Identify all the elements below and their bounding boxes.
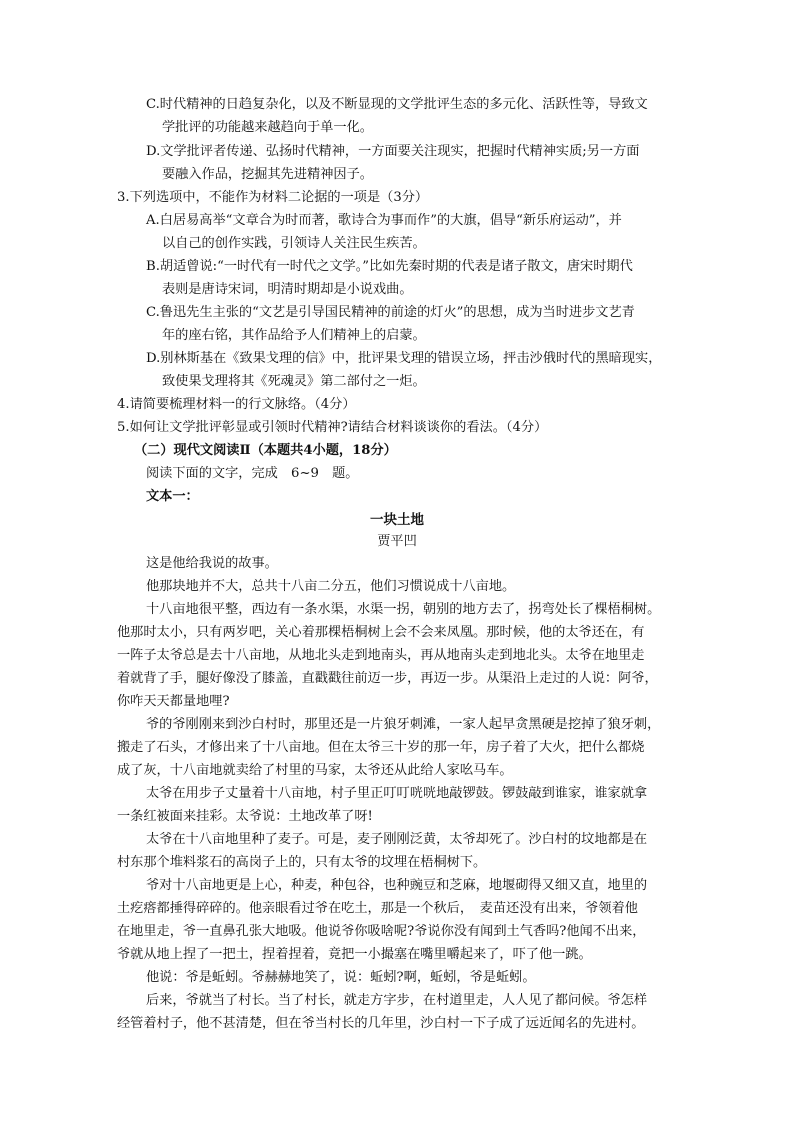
q4-stem: 4.请简要梳理材料一的行文脉络。（4分）	[117, 397, 356, 412]
story-author: 贾平凹	[377, 534, 417, 549]
q3-stem: 3.下列选项中，不能作为材料二论据的一项是（3分）	[117, 190, 429, 205]
story-line: 后来，爷就当了村长。当了村长，就走方字步，在村道里走，人人见了都问候。爷怎样	[146, 993, 648, 1008]
story-line: 他那块地并不大，总共十八亩二分五，他们习惯说成十八亩地。	[146, 579, 516, 594]
story-line: 土疙瘩都捶得碎碎的。他亲眼看过爷在吃土，那是一个秋后， 麦苗还没有出来，爷领着他	[117, 901, 638, 916]
story-line: 爷就从地上捏了一把土，捏着捏着，竟把一小撮塞在嘴里嚼起来了，吓了他一跳。	[117, 947, 592, 962]
story-line: 太爷在用步子丈量着十八亩地，村子里正叮叮咣咣地敲锣鼓。锣鼓敲到谁家，谁家就拿	[146, 786, 648, 801]
story-line: 着就背了手，腿好像没了膝盖，直戳戳往前迈一步，再迈一步。从渠沿上走过的人说：阿爷，	[117, 671, 658, 686]
q3-option-d-line1: D.别林斯基在《致果戈理的信》中，批评果戈理的错误立场，抨击沙俄时代的黑暗现实，	[146, 351, 662, 366]
story-title: 一块土地	[370, 512, 424, 528]
q3-option-b-line1: B.胡适曾说:“一时代有一时代之文学。”比如先秦时期的代表是诸子散文，唐宋时期代	[146, 259, 633, 274]
story-line: 经管着村子，他不甚清楚，但在爷当村长的几年里，沙白村一下子成了远近闻名的先进村。	[117, 1016, 645, 1031]
q2-option-c-line2: 学批评的功能越来越趋向于单一化。	[162, 120, 373, 135]
q3-option-c-line2: 年的座右铭，其作品给予人们精神上的启蒙。	[162, 328, 426, 343]
story-line: 这是他给我说的故事。	[146, 556, 278, 571]
story-line: 爷对十八亩地更是上心，种麦，种包谷，也种豌豆和芝麻，地堰砌得又细又直，地里的	[146, 878, 648, 893]
q2-option-d-line1: D.文学批评者传递、弘扬时代精神，一方面要关注现实，把握时代精神实质;另一方面	[146, 144, 640, 159]
text-label: 文本一：	[146, 489, 199, 504]
q3-option-a-line1: A.白居易高举“文章合为时而著，歌诗合为事而作”的大旗，倡导“新乐府运动”，并	[146, 213, 622, 228]
story-line: 他说：爷是蚯蚓。爷赫赫地笑了，说：蚯蚓?啊，蚯蚓，爷是蚯蚓。	[146, 970, 536, 985]
section-heading: （二）现代文阅读Ⅱ（本题共4小题，18分）	[134, 443, 397, 458]
q3-option-d-line2: 致使果戈理将其《死魂灵》第二部付之一炬。	[162, 374, 426, 389]
story-line: 一阵子太爷总是去十八亩地，从地北头走到地南头，再从地南头走到地北头。太爷在地里走	[117, 648, 645, 663]
story-line: 成了灰，十八亩地就卖给了村里的马家，太爷还从此给人家吆马车。	[117, 763, 513, 778]
story-line: 村东那个堆料浆石的高岗子上的，只有太爷的坟埋在梧桐树下。	[117, 855, 487, 870]
q3-option-c-line1: C.鲁迅先生主张的“文艺是引导国民精神的前途的灯火”的思想，成为当时进步文艺青	[146, 305, 635, 320]
story-line: 搬走了石头，才修出来了十八亩地。但在太爷三十岁的那一年，房子着了大火，把什么都烧	[117, 740, 645, 755]
story-line: 他那时太小，只有两岁吧，关心着那棵梧桐树上会不会来凤凰。那时候，他的太爷还在，有	[117, 625, 645, 640]
story-line: 太爷在十八亩地里种了麦子。可是，麦子刚刚泛黄，太爷却死了。沙白村的坟地都是在	[146, 832, 648, 847]
q5-stem: 5.如何让文学批评彰显或引领时代精神?请结合材料谈谈你的看法。（4分）	[117, 420, 548, 435]
q2-option-d-line2: 要融入作品，挖掘其先进精神因子。	[162, 167, 373, 182]
q3-option-a-line2: 以自己的创作实践，引领诗人关注民生疾苦。	[162, 236, 426, 251]
story-line: 在地里走，爷一直鼻孔张大地吸。他说爷你吸啥呢?爷说你没有闻到土气香吗?他闻不出来，	[117, 924, 646, 939]
section-instruction: 阅读下面的文字，完成 6~9 题。	[146, 466, 359, 481]
q3-option-b-line2: 表则是唐诗宋词，明清时期却是小说戏曲。	[162, 282, 413, 297]
story-line: 你咋天天都量地哩?	[117, 694, 230, 709]
story-line: 一条红被面来挂彩。太爷说：土地改革了呀!	[117, 809, 373, 824]
story-line: 十八亩地很平整，西边有一条水渠，水渠一拐，朝别的地方去了，拐弯处长了棵梧桐树。	[146, 602, 661, 617]
q2-option-c-line1: C.时代精神的日趋复杂化，以及不断显现的文学批评生态的多元化、活跃性等，导致文	[146, 97, 648, 112]
story-line: 爷的爷刚刚来到沙白村时，那里还是一片狼牙刺滩，一家人起早贪黑硬是挖掉了狼牙刺，	[146, 717, 661, 732]
